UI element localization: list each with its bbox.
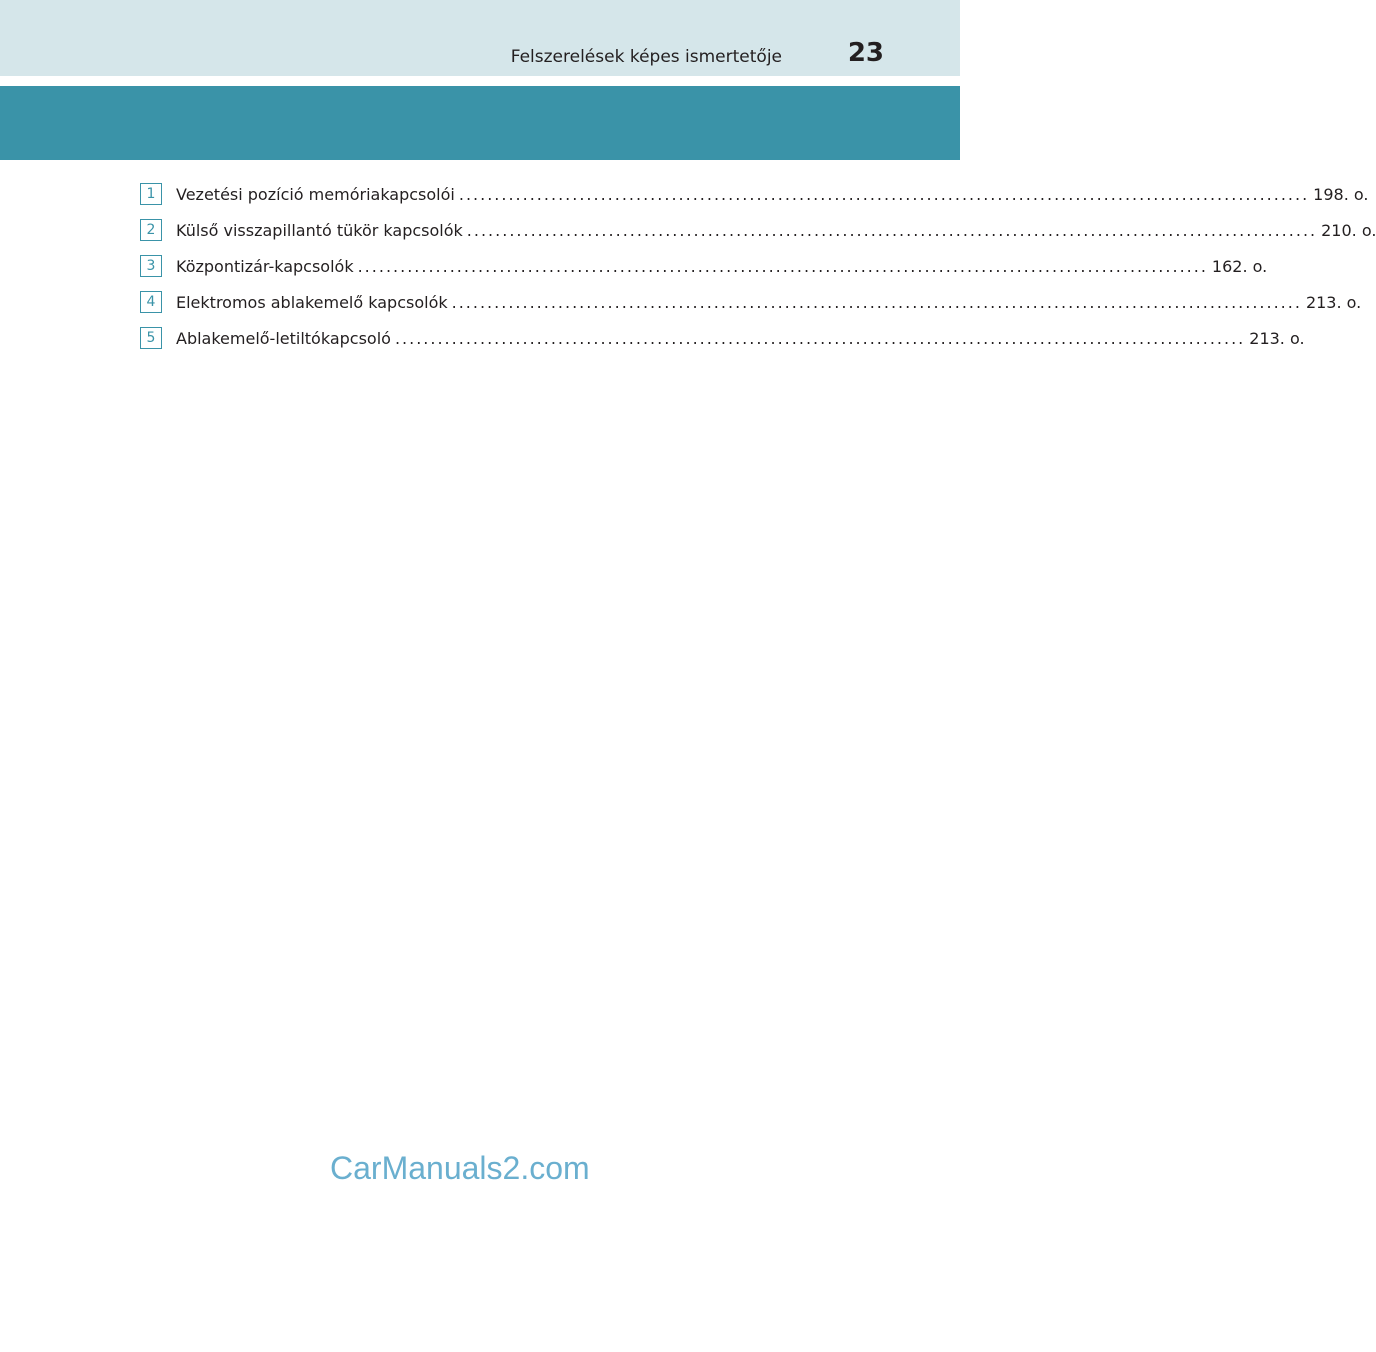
list-item — [140, 320, 1305, 356]
item-number-badge: 3 — [140, 255, 162, 277]
item-label: Központizár-kapcsolók — [176, 256, 354, 276]
item-label: Elektromos ablakemelő kapcsolók — [176, 292, 448, 312]
dot-leader: ........................................................................................................................ — [451, 292, 1302, 312]
item-label: Ablakemelő-letiltókapcsoló — [176, 328, 391, 348]
reference-list — [140, 176, 1376, 356]
dot-leader: ........................................................................................................................ — [357, 256, 1208, 276]
page-reference: 210. o. — [1321, 220, 1376, 240]
list-item — [140, 176, 1369, 212]
item-number-badge: 4 — [140, 291, 162, 313]
page-reference: 213. o. — [1249, 328, 1305, 348]
list-item — [140, 212, 1376, 248]
item-number-badge: 5 — [140, 327, 162, 349]
page-reference: 213. o. — [1305, 292, 1362, 312]
dot-leader: ........................................................................................................................ — [458, 184, 1310, 204]
item-number-badge: 1 — [140, 183, 162, 205]
list-item — [140, 284, 1362, 320]
accent-band — [0, 86, 960, 160]
item-number-badge: 2 — [140, 219, 162, 241]
page-reference: 198. o. — [1313, 184, 1369, 204]
dot-leader: ........................................................................................................................ — [394, 328, 1246, 348]
item-label: Külső visszapillantó tükör kapcsolók — [176, 220, 463, 240]
watermark-text: CarManuals2.com — [330, 1150, 590, 1186]
page-reference: 162. o. — [1211, 256, 1268, 276]
item-label: Vezetési pozíció memóriakapcsolói — [176, 184, 455, 204]
section-title: Felszerelések képes ismertetője — [510, 47, 782, 67]
page-number: 23 — [847, 38, 884, 68]
list-item — [140, 248, 1268, 284]
dot-leader: ........................................................................................................................ — [466, 220, 1318, 240]
header-band — [0, 0, 960, 76]
